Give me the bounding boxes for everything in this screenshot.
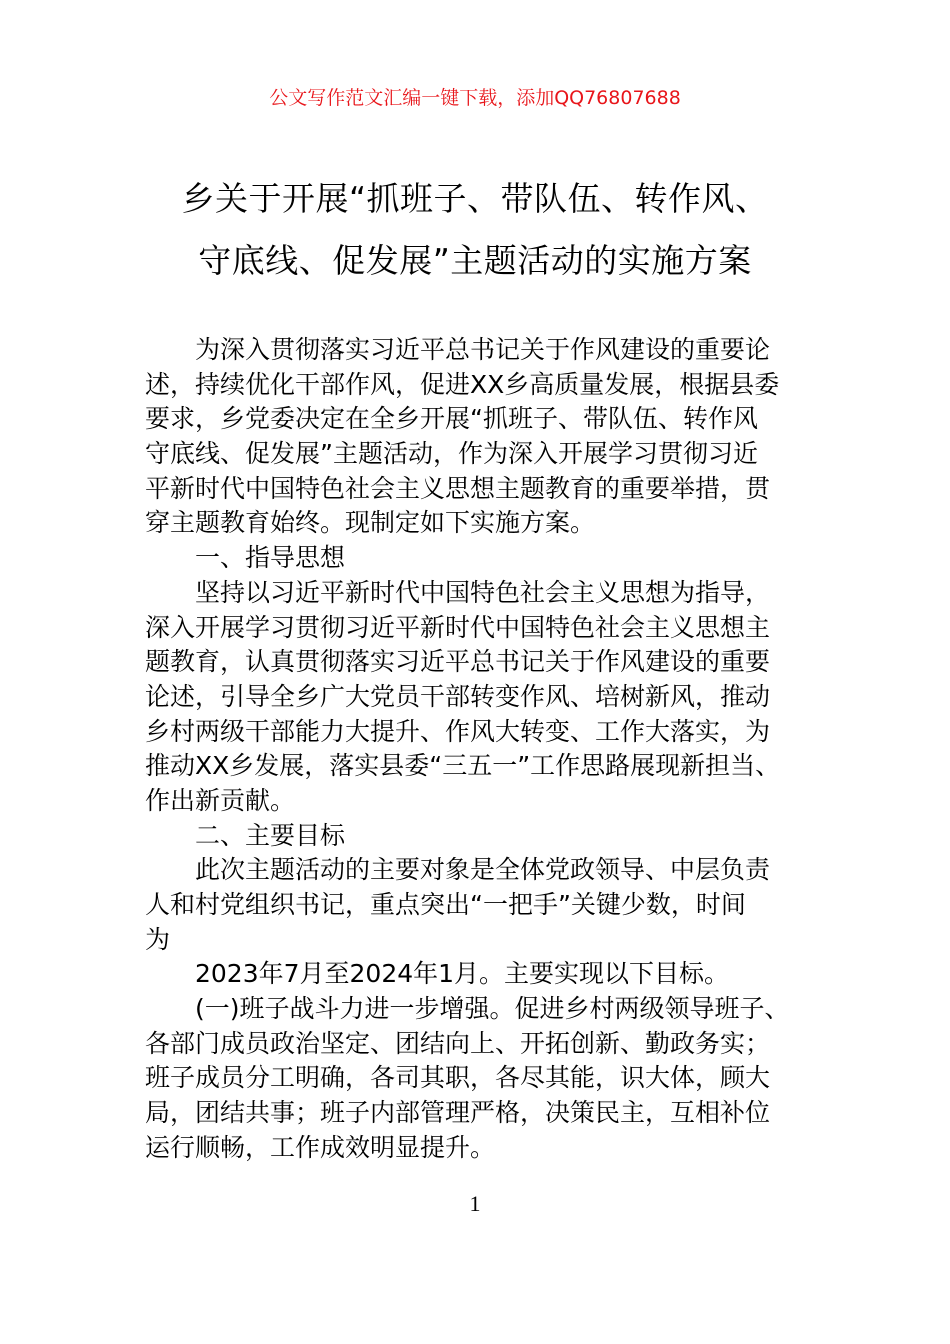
download-banner[interactable]: 公文写作范文汇编一键下载，添加QQ76807688 xyxy=(269,87,681,109)
paragraph-line: 坚持以习近平新时代中国特色社会主义思想为指导， xyxy=(195,577,771,607)
page-number: 1 xyxy=(469,1191,481,1216)
paragraph-line: 论述，引导全乡广大党员干部转变作风、培树新风，推动 xyxy=(145,681,771,711)
paragraph-line: (一)班子战斗力进一步增强。促进乡村两级领导班子、 xyxy=(195,994,790,1024)
paragraph-line: 人和村党组织书记，重点突出“一把手”关键少数，时间 xyxy=(145,890,746,919)
paragraph-line: 班子成员分工明确，各司其职，各尽其能，识大体，顾大 xyxy=(145,1063,771,1093)
paragraph-line-dates: 2023年7月至2024年1月。主要实现以下目标。 xyxy=(195,959,730,989)
section-heading-main-goals: 二、主要目标 xyxy=(195,820,346,850)
paragraph-line: 此次主题活动的主要对象是全体党政领导、中层负责 xyxy=(195,855,771,885)
paragraph-line: 局，团结共事；班子内部管理严格，决策民主，互相补位 xyxy=(145,1098,771,1128)
title-line-1: 乡关于开展“抓班子、带队伍、转作风、 xyxy=(181,179,769,218)
paragraph-line: 作出新贡献。 xyxy=(145,785,296,815)
paragraph-line: 平新时代中国特色社会主义思想主题教育的重要举措，贯 xyxy=(145,473,771,503)
paragraph-line: 乡村两级干部能力大提升、作风大转变、工作大落实，为 xyxy=(145,716,771,746)
paragraph-line: 守底线、促发展”主题活动，作为深入开展学习贯彻习近 xyxy=(145,439,758,469)
document-body xyxy=(145,333,815,1166)
paragraph-line: 题教育，认真贯彻落实习近平总书记关于作风建设的重要 xyxy=(145,647,771,677)
section-heading-guiding-thought: 一、指导思想 xyxy=(195,543,346,573)
paragraph-line: 为深入贯彻落实习近平总书记关于作风建设的重要论 xyxy=(195,335,771,364)
paragraph-line: 深入开展学习贯彻习近平新时代中国特色社会主义思想主 xyxy=(145,612,771,642)
document-title xyxy=(60,168,890,292)
paragraph-line: 述，持续优化干部作风，促进XX乡高质量发展，根据县委 xyxy=(145,369,780,399)
paragraph-line: 运行顺畅，工作成效明显提升。 xyxy=(145,1132,496,1162)
paragraph-line: 为 xyxy=(145,924,171,954)
title-line-2: 守底线、促发展”主题活动的实施方案 xyxy=(198,241,752,280)
paragraph-line: 要求，乡党委决定在全乡开展“抓班子、带队伍、转作风 xyxy=(145,404,758,434)
paragraph-line: 各部门成员政治坚定、团结向上、开拓创新、勤政务实； xyxy=(145,1028,771,1058)
paragraph-line: 推动XX乡发展，落实县委“三五一”工作思路展现新担当、 xyxy=(145,751,781,781)
paragraph-line: 穿主题教育始终。现制定如下实施方案。 xyxy=(145,508,596,538)
